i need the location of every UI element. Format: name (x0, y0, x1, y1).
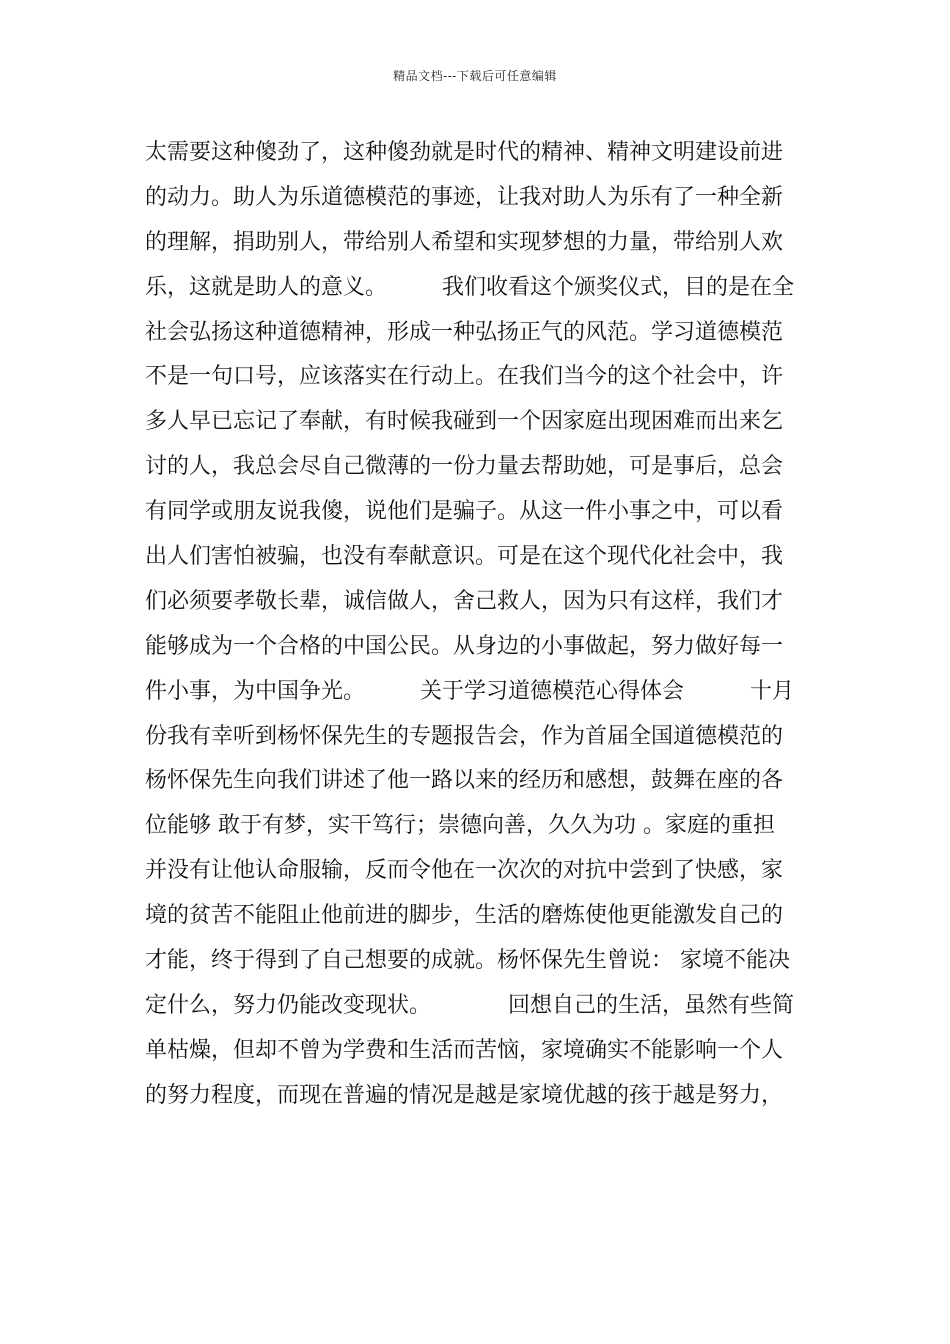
text-line: 多人早已忘记了奉献，有时候我碰到一个因家庭出现困难而出来乞 (145, 409, 784, 435)
text-line: 太需要这种傻劲了，这种傻劲就是时代的精神、精神文明建设前进 (145, 140, 784, 165)
text-line: 才能，终于得到了自己想要的成就。杨怀保先生曾说： 家境不能决 (145, 948, 790, 974)
text-line: 境的贫苦不能阻止他前进的脚步，生活的磨炼使他更能激发自己的 (145, 903, 784, 929)
text-line: 定什么，努力仍能改变现状。 回想自己的生活，虽然有些简 (145, 992, 795, 1018)
text-line: 社会弘扬这种道德精神，形成一种弘扬正气的风范。学习道德模范 (145, 319, 784, 345)
text-line: 的动力。助人为乐道德模范的事迹，让我对助人为乐有了一种全新 (145, 184, 784, 210)
text-line: 不是一句口号，应该落实在行动上。在我们当今的这个社会中，许 (145, 364, 784, 390)
text-line: 乐，这就是助人的意义。 我们收看这个颁奖仪式，目的是在全 (145, 274, 795, 300)
text-line: 份我有幸听到杨怀保先生的专题报告会，作为首届全国道德模范的 (145, 723, 784, 749)
text-line: 单枯燥，但却不曾为学费和生活而苦恼，家境确实不能影响一个人 (145, 1037, 784, 1063)
text-line: 们必须要孝敬长辈，诚信做人，舍己救人，因为只有这样，我们才 (145, 588, 784, 614)
document-body (145, 131, 815, 1119)
text-line: 位能够 敢于有梦，实干笃行；崇德向善，久久为功 。家庭的重担 (145, 813, 775, 839)
text-line: 出人们害怕被骗，也没有奉献意识。可是在这个现代化社会中，我 (145, 544, 784, 570)
text-line: 讨的人，我总会尽自己微薄的一份力量去帮助她，可是事后，总会 (145, 454, 784, 480)
text-line: 的理解，捐助别人，带给别人希望和实现梦想的力量，带给别人欢 (145, 229, 784, 255)
text-line: 能够成为一个合格的中国公民。从身边的小事做起，努力做好每一 (145, 633, 784, 659)
page-header: 精品文档---下载后可任意编辑 (393, 69, 557, 83)
text-line: 件小事，为中国争光。 关于学习道德模范心得体会 十月 (145, 678, 795, 704)
text-line: 有同学或朋友说我傻，说他们是骗子。从这一件小事之中，可以看 (145, 499, 784, 525)
text-line: 杨怀保先生向我们讲述了他一路以来的经历和感想，鼓舞在座的各 (145, 768, 784, 794)
text-line: 并没有让他认命服输，反而令他在一次次的对抗中尝到了快感，家 (145, 858, 784, 884)
text-line: 的努力程度，而现在普遍的情况是越是家境优越的孩于越是努力， (145, 1082, 784, 1108)
